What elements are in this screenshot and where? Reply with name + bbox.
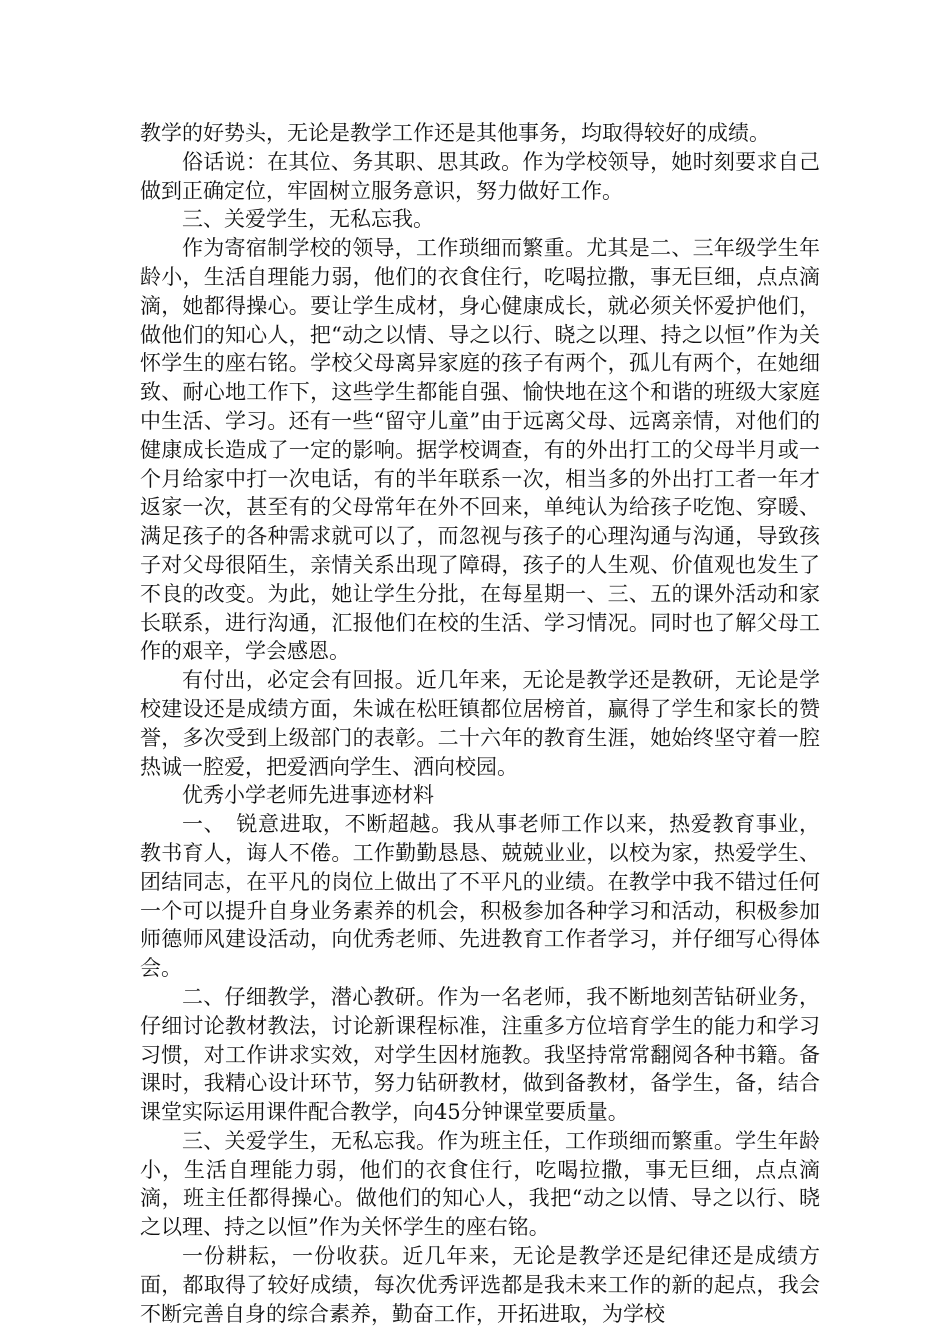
paragraph-proverb: 俗话说：在其位、务其职、思其政。作为学校领导，她时刻要求自己做到正确定位，牢固树立服务意识，努力做好工作。: [140, 149, 820, 203]
paragraph-rewards: 有付出，必定会有回报。近几年来，无论是教学还是教研，无论是学校建设还是成绩方面，朱诚在松旺镇都位居榜首，赢得了学生和家长的赞誉，多次受到上级部门的表彰。二十六年的教育生涯，她始终坚守着一腔热诚一腔爱，把爱洒向学生、洒向校园。: [140, 668, 820, 779]
paragraph-continuation: 教学的好势头，无论是教学工作还是其他事务，均取得较好的成绩。: [140, 121, 770, 145]
paragraph-boarding-school: 作为寄宿制学校的领导，工作琐细而繁重。尤其是二、三年级学生年龄小，生活自理能力弱，他们的衣食住行，吃喝拉撒，事无巨细，点点滴滴，她都得操心。要让学生成材，身心健康成长，就必须关怀爱护他们，做他们的知心人，把“动之以情、导之以行、晓之以理、持之以恒”作为关怀学生的座右铭。学校父母离异家庭的孩子有两个，孤儿有两个，在她细致、耐心地工作下，这些学生都能自强、愉快地在这个和谐的班级大家庭中生活、学习。还有一些“留守儿童”由于远离父母、远离亲情，对他们的健康成长造成了一定的影响。据学校调查，有的外出打工的父母半月或一个月给家中打一次电话，有的半年联系一次，相当多的外出打工者一年才返家一次，甚至有的父母常年在外不回来，单纯认为给孩子吃饱、穿暖、满足孩子的各种需求就可以了，而忽视与孩子的心理沟通与沟通，导致孩子对父母很陌生，亲情关系出现了障碍，孩子的人生观、价值观也发生了不良的改变。为此，她让学生分批，在每星期一、三、五的课外活动和家长联系，进行沟通，汇报他们在校的生活、学习情况。同时也了解父母工作的艰辛，学会感恩。: [140, 236, 820, 664]
paragraph-section-two: 二、仔细教学，潜心教研。作为一名老师，我不断地刻苦钻研业务，仔细讨论教材教法，讨论新课程标准，注重多方位培育学生的能力和学习习惯，对工作讲求实效，对学生因材施教。我坚持常常翻阅各种书籍。备课时，我精心设计环节，努力钻研教材，做到备教材，备学生，备，结合课堂实际运用课件配合教学，向45分钟课堂要质量。: [140, 984, 820, 1125]
document-page: [140, 119, 820, 1328]
paragraph-section-three: 三、关爱学生，无私忘我。作为班主任，工作琐细而繁重。学生年龄小，生活自理能力弱，他们的衣食住行，吃喝拉撒，事无巨细，点点滴滴，班主任都得操心。做他们的知心人，我把“动之以情、导之以行、晓之以理、持之以恒”作为关怀学生的座右铭。: [140, 1128, 820, 1240]
section-heading-care-students: 三、关爱学生，无私忘我。: [182, 207, 434, 232]
document-subtitle: 优秀小学老师先进事迹材料: [182, 783, 434, 808]
paragraph-conclusion: 一份耕耘，一份收获。近几年来，无论是教学还是纪律还是成绩方面，都取得了较好成绩，每次优秀评选都是我未来工作的新的起点，我会不断完善自身的综合素养，勤奋工作，开拓进取，为学校: [140, 1244, 820, 1326]
paragraph-section-one: 一、 锐意进取，不断超越。我从事老师工作以来，热爱教育事业，教书育人，诲人不倦。工作勤勤恳恳、兢兢业业，以校为家，热爱学生、团结同志，在平凡的岗位上做出了不平凡的业绩。在教学中我不错过任何一个可以提升自身业务素养的机会，积极参加各种学习和活动，积极参加师德师风建设活动，向优秀老师、先进教育工作者学习，并仔细写心得体会。: [140, 812, 820, 981]
